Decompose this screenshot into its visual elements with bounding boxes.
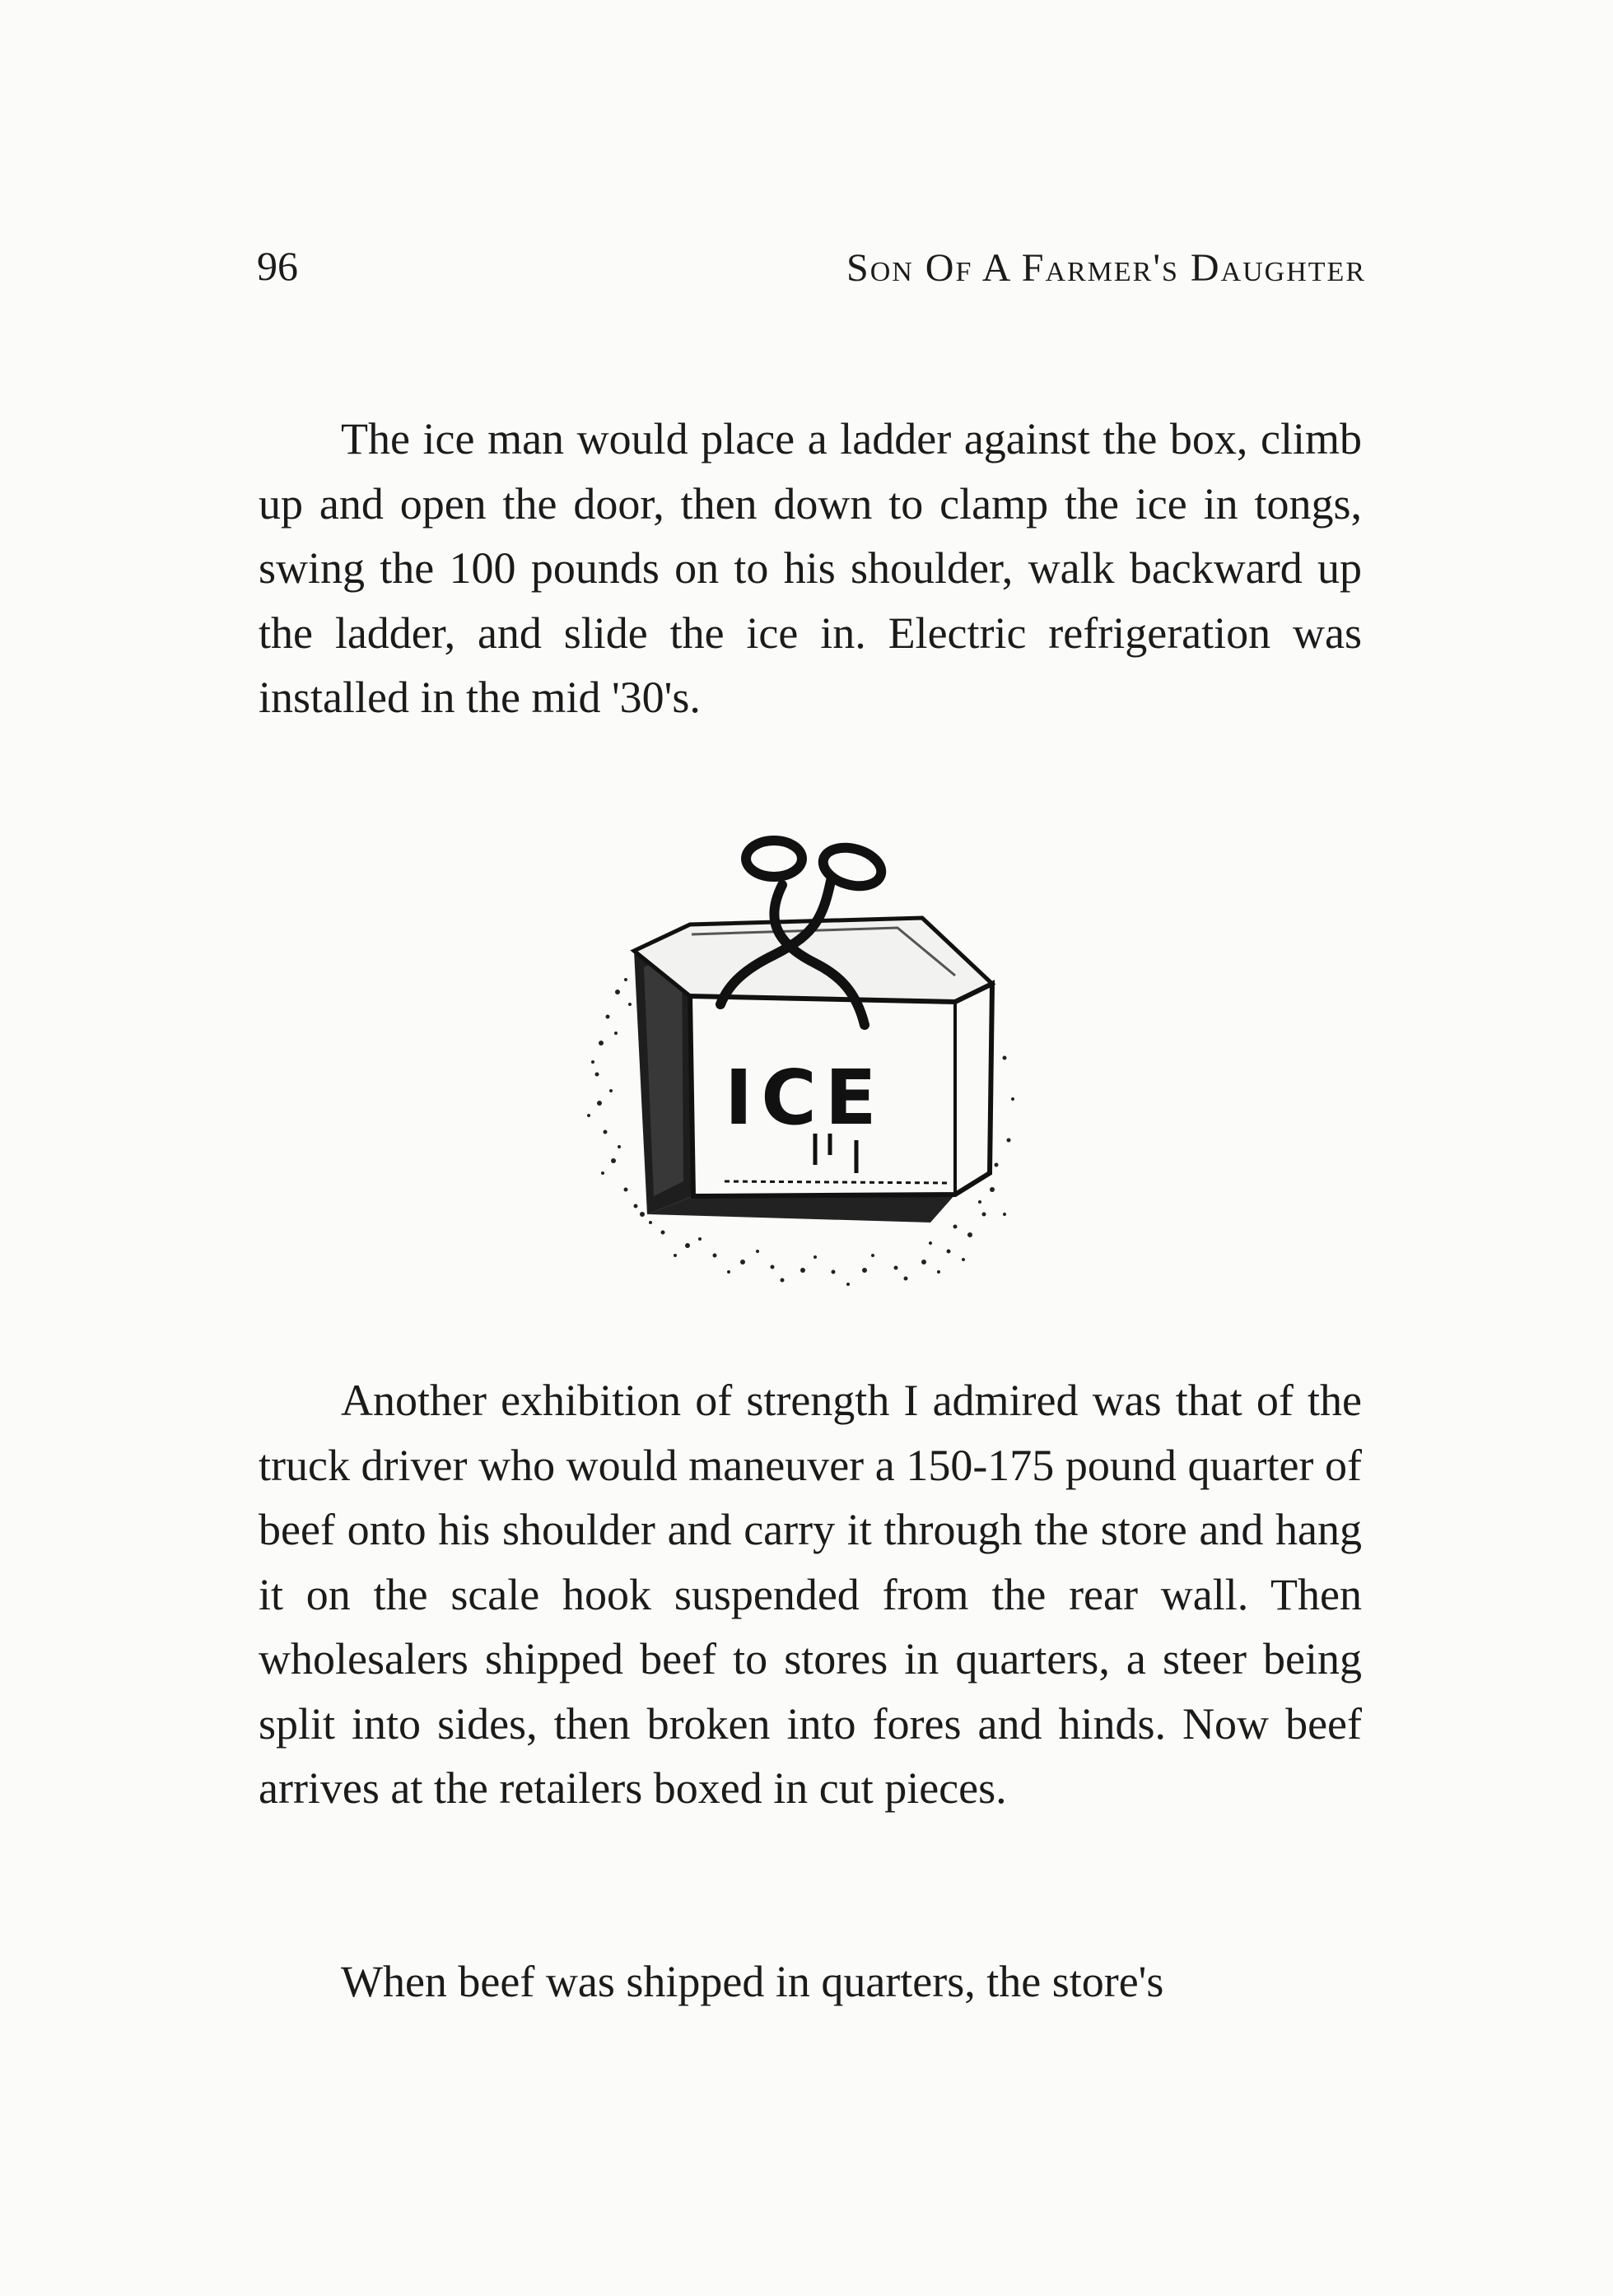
paragraph-text: Another exhibition of strength I admired was that of the truck driver who would maneuver a 150-175 pound quarter of beef onto his shoulder and carry it through the store and hang it on the scale hook suspended from the rear wall. Then wholesalers shipped beef to stores in quarters, a steer being split into sides, then broken into fores and hinds. Now beef arrives at the retailers boxed in cut pieces. — [259, 1376, 1362, 1813]
running-head: Son Of A Farmer's Daughter — [846, 246, 1366, 290]
paragraph-ice-man — [259, 407, 1362, 730]
paragraph-beef-quarters — [259, 1368, 1362, 1821]
paragraph-text: When beef was shipped in quarters, the store's — [341, 1957, 1164, 2006]
ice-block-with-tongs-icon — [568, 827, 1062, 1321]
ice-block-illustration — [568, 827, 1062, 1321]
ice-label: ICE — [725, 1054, 885, 1142]
paragraph-text: The ice man would place a ladder against the box, climb up and open the door, then down to clamp the ice in tongs, swing the 100 pounds on to his shoulder, walk backward up the ladder, and slide the ice in. Electric refrigeration was installed in the mid '30's. — [259, 414, 1362, 722]
page-number: 96 — [257, 243, 298, 289]
paragraph-continued — [259, 1949, 1362, 2014]
